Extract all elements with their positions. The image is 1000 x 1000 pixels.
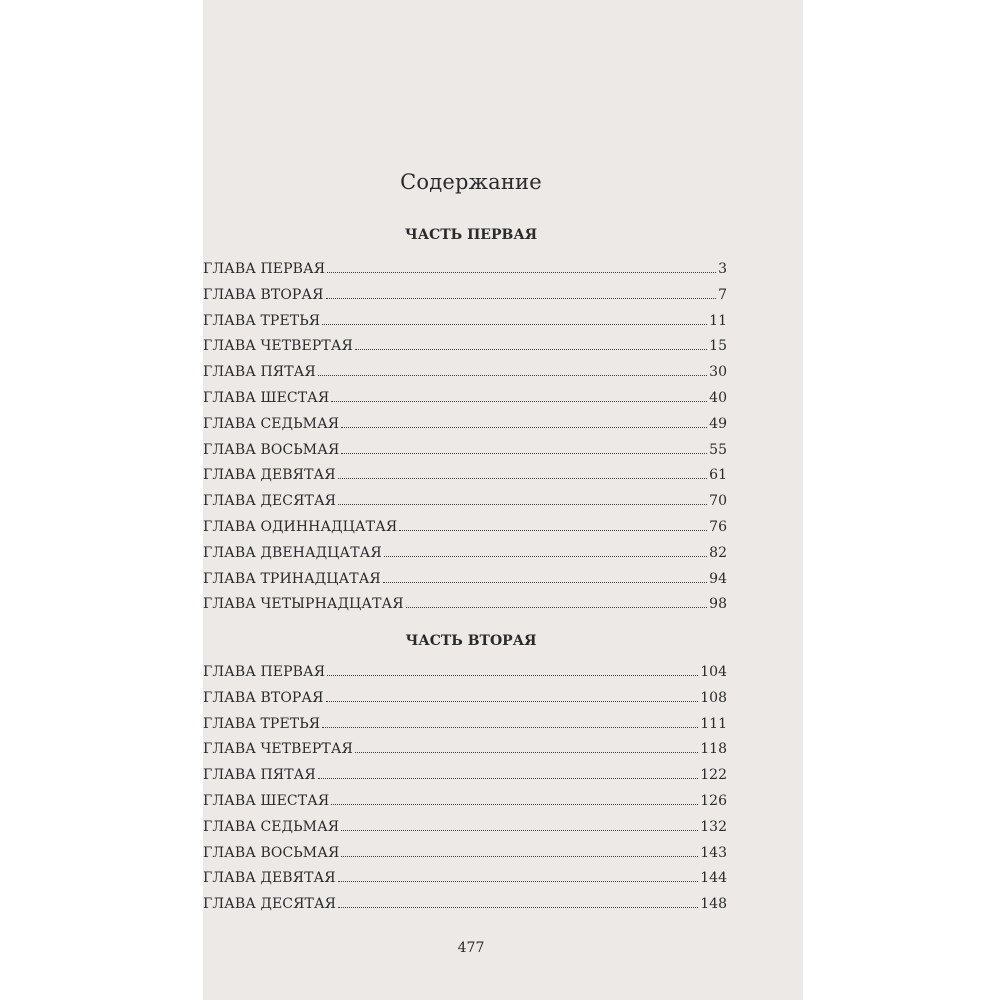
toc-entry — [203, 519, 727, 545]
chapter-page-number: 104 — [700, 664, 727, 680]
chapter-page-number: 15 — [709, 338, 727, 355]
dot-leader — [331, 803, 698, 805]
toc-entry — [203, 870, 727, 896]
book-page — [203, 0, 803, 1000]
chapter-page-number: 126 — [700, 792, 727, 809]
chapter-page-number: 118 — [700, 741, 727, 758]
dot-leader — [326, 700, 699, 702]
chapter-title: ГЛАВА СЕДЬМАЯ — [203, 415, 340, 432]
dot-leader — [318, 777, 699, 779]
toc-entry — [203, 767, 727, 793]
chapter-title: ГЛАВА ВОСЬМАЯ — [203, 844, 340, 861]
dot-leader — [355, 751, 698, 753]
dot-leader — [384, 555, 707, 557]
chapter-page-number: 98 — [709, 596, 727, 613]
chapter-page-number: 144 — [700, 870, 727, 887]
toc-entry — [203, 545, 727, 571]
chapter-title: ГЛАВА ЧЕТВЕРТАЯ — [203, 741, 353, 758]
dot-leader — [322, 726, 698, 728]
dot-leader — [327, 674, 698, 676]
toc-entry — [203, 819, 727, 845]
toc-entry — [203, 261, 727, 287]
toc-entry — [203, 571, 727, 597]
chapter-title: ГЛАВА ЧЕТВЕРТАЯ — [203, 338, 353, 355]
chapter-page-number: 132 — [700, 818, 727, 835]
toc-entry — [203, 493, 727, 519]
dot-leader — [341, 829, 698, 831]
chapter-page-number: 11 — [709, 312, 727, 329]
chapter-page-number: 3 — [718, 261, 727, 277]
dot-leader — [326, 297, 717, 299]
chapter-title: ГЛАВА ТРИНАДЦАТАЯ — [203, 570, 381, 587]
chapter-title: ГЛАВА ШЕСТАЯ — [203, 792, 330, 809]
dot-leader — [338, 503, 707, 505]
chapter-title: ГЛАВА ШЕСТАЯ — [203, 389, 330, 406]
chapter-page-number: 111 — [700, 715, 727, 732]
chapter-page-number: 148 — [700, 896, 727, 913]
toc-entry — [203, 287, 727, 313]
toc-entry — [203, 338, 727, 364]
chapter-page-number: 61 — [709, 467, 727, 484]
toc-entry — [203, 793, 727, 819]
chapter-title: ГЛАВА ПЕРВАЯ — [203, 664, 326, 680]
toc-entry — [203, 364, 727, 390]
toc-entry — [203, 596, 727, 622]
chapter-title: ГЛАВА ПЕРВАЯ — [203, 261, 326, 277]
chapter-page-number: 82 — [709, 544, 727, 561]
toc-entry — [203, 664, 727, 690]
chapter-page-number: 94 — [709, 570, 727, 587]
toc-entry — [203, 741, 727, 767]
dot-leader — [406, 606, 708, 608]
chapter-page-number: 7 — [718, 286, 727, 303]
chapter-title: ГЛАВА ДЕСЯТАЯ — [203, 493, 337, 510]
chapter-title: ГЛАВА ПЯТАЯ — [203, 364, 316, 381]
part-heading-1: ЧАСТЬ ПЕРВАЯ — [404, 227, 538, 243]
chapter-page-number: 55 — [709, 441, 727, 458]
toc-entry — [203, 442, 727, 468]
toc-list-part-1 — [203, 261, 727, 622]
toc-entry — [203, 690, 727, 716]
chapter-page-number: 143 — [700, 844, 727, 861]
chapter-title: ГЛАВА ТРЕТЬЯ — [203, 312, 321, 329]
chapter-title: ГЛАВА ТРЕТЬЯ — [203, 715, 321, 732]
chapter-title: ГЛАВА ВТОРАЯ — [203, 689, 324, 706]
chapter-title: ГЛАВА ОДИННАДЦАТАЯ — [203, 518, 398, 535]
chapter-title: ГЛАВА ВОСЬМАЯ — [203, 441, 340, 458]
dot-leader — [322, 323, 707, 325]
chapter-page-number: 49 — [709, 415, 727, 432]
toc-entry — [203, 896, 727, 922]
page-title: Содержание — [400, 170, 542, 194]
chapter-title: ГЛАВА СЕДЬМАЯ — [203, 818, 340, 835]
dot-leader — [338, 880, 699, 882]
chapter-title: ГЛАВА ЧЕТЫРНАДЦАТАЯ — [203, 596, 404, 613]
page-number: 477 — [457, 940, 485, 956]
dot-leader — [341, 855, 698, 857]
toc-entry — [203, 416, 727, 442]
dot-leader — [341, 452, 707, 454]
dot-leader — [338, 477, 708, 479]
chapter-title: ГЛАВА ПЯТАЯ — [203, 767, 316, 784]
dot-leader — [327, 271, 716, 273]
toc-entry — [203, 390, 727, 416]
chapter-title: ГЛАВА ДВЕНАДЦАТАЯ — [203, 544, 382, 561]
dot-leader — [355, 348, 707, 350]
chapter-page-number: 30 — [709, 364, 727, 381]
chapter-title: ГЛАВА ДЕВЯТАЯ — [203, 467, 336, 484]
chapter-title: ГЛАВА ДЕСЯТАЯ — [203, 896, 337, 913]
toc-list-part-2 — [203, 664, 727, 922]
chapter-title: ГЛАВА ВТОРАЯ — [203, 286, 324, 303]
chapter-page-number: 108 — [700, 689, 727, 706]
dot-leader — [318, 374, 707, 376]
toc-entry — [203, 716, 727, 742]
dot-leader — [331, 400, 707, 402]
dot-leader — [338, 906, 698, 908]
chapter-page-number: 76 — [709, 518, 727, 535]
chapter-page-number: 122 — [700, 767, 727, 784]
dot-leader — [341, 426, 707, 428]
toc-entry — [203, 313, 727, 339]
chapter-page-number: 40 — [709, 389, 727, 406]
dot-leader — [399, 529, 707, 531]
chapter-title: ГЛАВА ДЕВЯТАЯ — [203, 870, 336, 887]
part-heading-2: ЧАСТЬ ВТОРАЯ — [405, 633, 537, 649]
dot-leader — [383, 581, 707, 583]
toc-entry — [203, 467, 727, 493]
chapter-page-number: 70 — [709, 493, 727, 510]
toc-entry — [203, 845, 727, 871]
